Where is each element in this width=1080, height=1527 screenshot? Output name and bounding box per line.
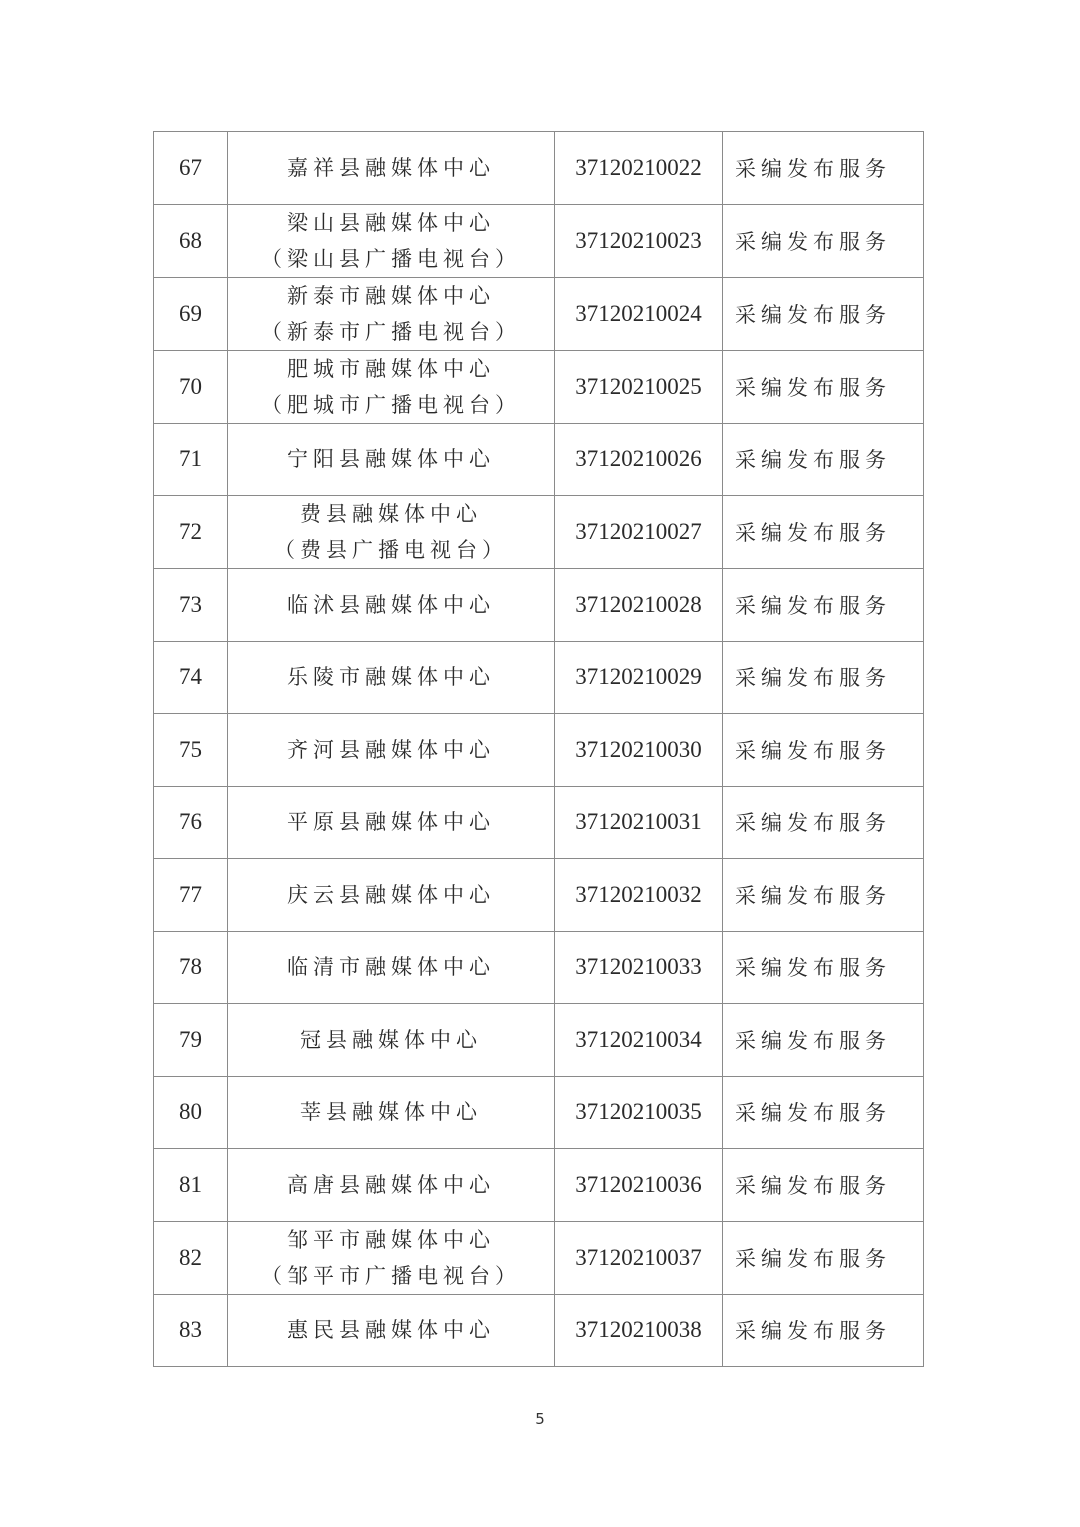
service-type: 采编发布服务 bbox=[723, 714, 924, 787]
organization-name: 临清市融媒体中心 bbox=[287, 955, 495, 980]
row-number: 69 bbox=[154, 277, 228, 350]
organization-name: 肥城市融媒体中心 bbox=[287, 356, 495, 381]
service-type: 采编发布服务 bbox=[723, 786, 924, 859]
table-row bbox=[154, 1149, 924, 1222]
organization-name: 齐河县融媒体中心 bbox=[287, 737, 495, 762]
row-number: 78 bbox=[154, 931, 228, 1004]
table-row bbox=[154, 931, 924, 1004]
service-type: 采编发布服务 bbox=[723, 1221, 924, 1294]
organization-alias: （新泰市广播电视台） bbox=[261, 319, 521, 344]
row-number: 72 bbox=[154, 496, 228, 569]
service-type: 采编发布服务 bbox=[723, 496, 924, 569]
organization-name-cell bbox=[228, 132, 555, 205]
organization-name: 新泰市融媒体中心 bbox=[287, 283, 495, 308]
organization-alias: （费县广播电视台） bbox=[274, 538, 508, 562]
organization-name: 平原县融媒体中心 bbox=[287, 810, 495, 835]
organization-name: 莘县融媒体中心 bbox=[300, 1100, 482, 1125]
service-type: 采编发布服务 bbox=[723, 859, 924, 932]
row-number: 77 bbox=[154, 859, 228, 932]
organization-name: 惠民县融媒体中心 bbox=[287, 1318, 495, 1343]
table-row bbox=[154, 132, 924, 205]
license-code: 37120210030 bbox=[555, 714, 723, 787]
license-code: 37120210029 bbox=[555, 641, 723, 714]
row-number: 82 bbox=[154, 1221, 228, 1294]
service-type: 采编发布服务 bbox=[723, 204, 924, 277]
organization-name: 高唐县融媒体中心 bbox=[287, 1172, 495, 1197]
table-body bbox=[154, 132, 924, 1367]
organization-name: 邹平市融媒体中心 bbox=[287, 1227, 495, 1252]
organization-name: 嘉祥县融媒体中心 bbox=[287, 155, 495, 180]
organization-name-cell bbox=[228, 786, 555, 859]
table-row bbox=[154, 859, 924, 932]
table-row bbox=[154, 786, 924, 859]
organization-name-cell bbox=[228, 641, 555, 714]
organization-name-cell bbox=[228, 277, 555, 350]
service-type: 采编发布服务 bbox=[723, 931, 924, 1004]
organization-name-cell bbox=[228, 423, 555, 496]
license-code: 37120210027 bbox=[555, 496, 723, 569]
license-code: 37120210037 bbox=[555, 1221, 723, 1294]
organization-name-cell bbox=[228, 1221, 555, 1294]
table-row bbox=[154, 1004, 924, 1077]
license-code: 37120210033 bbox=[555, 931, 723, 1004]
table-row bbox=[154, 496, 924, 569]
license-code: 37120210026 bbox=[555, 423, 723, 496]
license-code: 37120210036 bbox=[555, 1149, 723, 1222]
service-type: 采编发布服务 bbox=[723, 1004, 924, 1077]
organization-name-cell bbox=[228, 350, 555, 423]
organization-name: 乐陵市融媒体中心 bbox=[287, 665, 495, 690]
row-number: 68 bbox=[154, 204, 228, 277]
table-row bbox=[154, 641, 924, 714]
row-number: 73 bbox=[154, 569, 228, 642]
row-number: 83 bbox=[154, 1294, 228, 1367]
organization-name-cell bbox=[228, 1076, 555, 1149]
table-row bbox=[154, 1076, 924, 1149]
row-number: 67 bbox=[154, 132, 228, 205]
service-type: 采编发布服务 bbox=[723, 1294, 924, 1367]
organization-alias: （邹平市广播电视台） bbox=[261, 1263, 521, 1288]
organization-name: 梁山县融媒体中心 bbox=[287, 210, 495, 235]
service-type: 采编发布服务 bbox=[723, 350, 924, 423]
table-row bbox=[154, 569, 924, 642]
organization-name: 宁阳县融媒体中心 bbox=[287, 447, 495, 472]
license-code: 37120210032 bbox=[555, 859, 723, 932]
license-code: 37120210028 bbox=[555, 569, 723, 642]
organization-name-cell bbox=[228, 1294, 555, 1367]
service-type: 采编发布服务 bbox=[723, 1149, 924, 1222]
license-code: 37120210035 bbox=[555, 1076, 723, 1149]
row-number: 79 bbox=[154, 1004, 228, 1077]
organization-name: 临沭县融媒体中心 bbox=[287, 592, 495, 617]
row-number: 70 bbox=[154, 350, 228, 423]
license-code: 37120210024 bbox=[555, 277, 723, 350]
organization-alias: （肥城市广播电视台） bbox=[261, 392, 521, 417]
service-type: 采编发布服务 bbox=[723, 423, 924, 496]
organization-name-cell bbox=[228, 1004, 555, 1077]
row-number: 74 bbox=[154, 641, 228, 714]
table-row bbox=[154, 204, 924, 277]
organization-name-cell bbox=[228, 1149, 555, 1222]
organization-name: 冠县融媒体中心 bbox=[300, 1027, 482, 1052]
table-row bbox=[154, 423, 924, 496]
service-type: 采编发布服务 bbox=[723, 277, 924, 350]
page-number: 5 bbox=[535, 1410, 545, 1428]
service-type: 采编发布服务 bbox=[723, 569, 924, 642]
service-type: 采编发布服务 bbox=[723, 641, 924, 714]
organization-name: 费县融媒体中心 bbox=[300, 502, 482, 526]
organization-name-cell bbox=[228, 714, 555, 787]
table-row bbox=[154, 1221, 924, 1294]
license-table bbox=[153, 131, 924, 1367]
organization-name-cell bbox=[228, 931, 555, 1004]
row-number: 80 bbox=[154, 1076, 228, 1149]
service-type: 采编发布服务 bbox=[723, 1076, 924, 1149]
organization-name: 庆云县融媒体中心 bbox=[287, 882, 495, 907]
license-code: 37120210022 bbox=[555, 132, 723, 205]
table-row bbox=[154, 350, 924, 423]
row-number: 81 bbox=[154, 1149, 228, 1222]
service-type: 采编发布服务 bbox=[723, 132, 924, 205]
table-row bbox=[154, 1294, 924, 1367]
license-code: 37120210023 bbox=[555, 204, 723, 277]
license-code: 37120210025 bbox=[555, 350, 723, 423]
organization-name-cell bbox=[228, 204, 555, 277]
license-code: 37120210034 bbox=[555, 1004, 723, 1077]
row-number: 75 bbox=[154, 714, 228, 787]
row-number: 71 bbox=[154, 423, 228, 496]
license-code: 37120210038 bbox=[555, 1294, 723, 1367]
organization-name-cell bbox=[228, 569, 555, 642]
organization-name-cell bbox=[228, 496, 555, 569]
table-row bbox=[154, 277, 924, 350]
license-code: 37120210031 bbox=[555, 786, 723, 859]
table-row bbox=[154, 714, 924, 787]
organization-alias: （梁山县广播电视台） bbox=[261, 246, 521, 271]
row-number: 76 bbox=[154, 786, 228, 859]
organization-name-cell bbox=[228, 859, 555, 932]
